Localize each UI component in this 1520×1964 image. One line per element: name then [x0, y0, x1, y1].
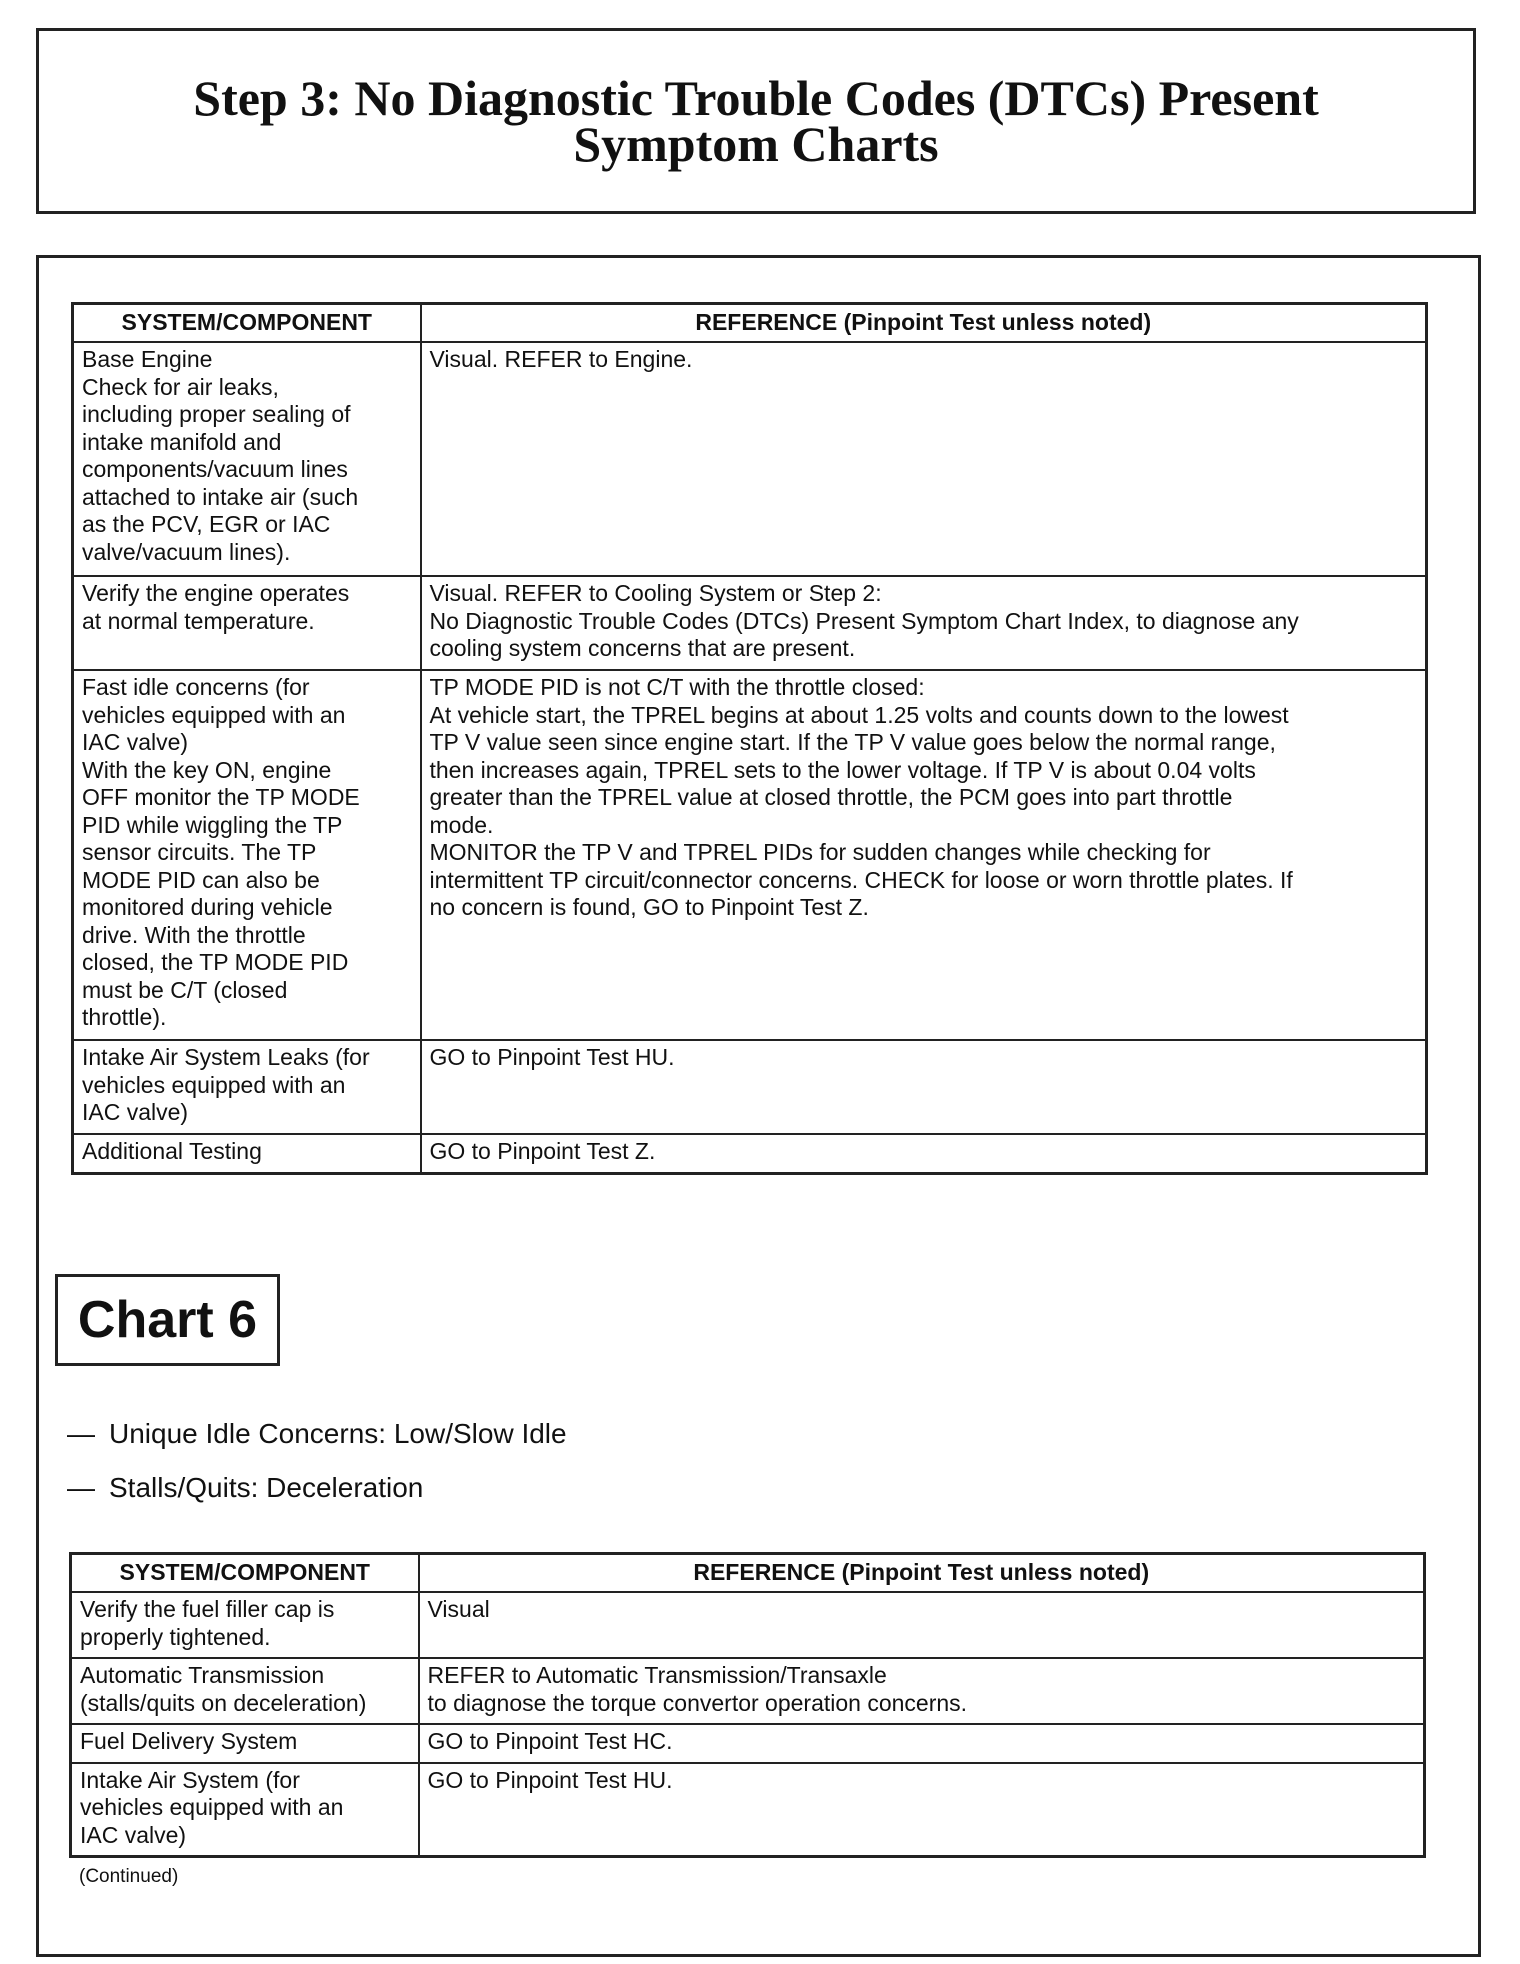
cell-line: monitored during vehicle: [82, 894, 333, 920]
cell-line: cooling system concerns that are present.: [429, 635, 856, 661]
column-header-system-component: SYSTEM/COMPONENT: [73, 304, 421, 343]
table-row: [73, 1040, 1427, 1134]
cell-line: must be C/T (closed: [82, 976, 288, 1003]
cell-line: to diagnose the torque convertor operation concerns.: [427, 1689, 968, 1716]
table-row: [73, 670, 1427, 1040]
column-header-system-component: SYSTEM/COMPONENT: [71, 1554, 419, 1593]
cell-line: intermittent TP circuit/connector concerns. CHECK for loose or worn throttle plates. If: [429, 866, 1293, 893]
table-header-row: [71, 1554, 1425, 1593]
cell-line: OFF monitor the TP MODE: [82, 784, 360, 810]
cell-line: GO to Pinpoint Test HU.: [427, 1766, 673, 1793]
dash-glyph: —: [67, 1472, 95, 1503]
component-cell: [73, 1040, 421, 1134]
content-box: [36, 255, 1481, 1957]
reference-cell: [421, 670, 1427, 1040]
cell-line: MONITOR the TP V and TPREL PIDs for sudden changes while checking for: [429, 839, 1211, 865]
reference-cell: [419, 1592, 1425, 1658]
component-cell: [73, 1134, 421, 1173]
table-header-row: [73, 304, 1427, 343]
table-row: [71, 1658, 1425, 1724]
table-row: [71, 1724, 1425, 1763]
column-header-reference: REFERENCE (Pinpoint Test unless noted): [419, 1554, 1425, 1593]
cell-line: intake manifold and: [82, 428, 282, 455]
cell-line: vehicles equipped with an: [82, 701, 346, 728]
dash-glyph: —: [67, 1418, 95, 1449]
cell-line: PID while wiggling the TP: [82, 811, 343, 838]
cell-line: TP MODE PID is not C/T with the throttle closed:: [429, 674, 925, 700]
chart-6-label: Chart 6: [55, 1274, 280, 1366]
cell-line: Visual. REFER to Cooling System or Step 2:: [429, 580, 882, 606]
component-cell: [71, 1724, 419, 1763]
cell-line: No Diagnostic Trouble Codes (DTCs) Present Symptom Chart Index, to diagnose any: [429, 607, 1299, 634]
cell-line: Additional Testing: [82, 1138, 262, 1164]
page-title-line-2: Symptom Charts: [573, 116, 939, 172]
cell-line: Visual: [427, 1596, 490, 1622]
table-row: [73, 342, 1427, 576]
reference-cell: [421, 342, 1427, 576]
cell-line: throttle).: [82, 1004, 167, 1030]
cell-line: Verify the engine operates: [82, 580, 350, 606]
cell-line: IAC valve): [82, 1099, 189, 1125]
column-header-reference: REFERENCE (Pinpoint Test unless noted): [421, 304, 1427, 343]
cell-line: at normal temperature.: [82, 607, 315, 634]
cell-line: properly tightened.: [80, 1623, 271, 1650]
cell-line: drive. With the throttle: [82, 921, 306, 948]
cell-line: Intake Air System Leaks (for: [82, 1044, 370, 1070]
table-row: [71, 1763, 1425, 1857]
component-cell: [71, 1763, 419, 1857]
cell-line: components/vacuum lines: [82, 456, 348, 482]
title-box: [36, 28, 1476, 214]
cell-line: mode.: [429, 811, 494, 838]
cell-line: With the key ON, engine: [82, 756, 332, 783]
cell-line: Verify the fuel filler cap is: [80, 1596, 335, 1622]
component-cell: [71, 1592, 419, 1658]
cell-line: vehicles equipped with an: [82, 1071, 346, 1098]
cell-line: vehicles equipped with an: [80, 1794, 344, 1820]
cell-line: closed, the TP MODE PID: [82, 949, 349, 975]
cell-line: as the PCV, EGR or IAC: [82, 511, 331, 537]
cell-line: greater than the TPREL value at closed throttle, the PCM goes into part throttle: [429, 784, 1233, 810]
cell-line: GO to Pinpoint Test HC.: [427, 1728, 673, 1754]
bullet-text: Stalls/Quits: Deceleration: [109, 1472, 424, 1503]
table-row: [73, 576, 1427, 670]
cell-line: Base Engine: [82, 346, 213, 372]
cell-line: IAC valve): [82, 729, 189, 755]
reference-cell: [421, 576, 1427, 670]
cell-line: GO to Pinpoint Test Z.: [429, 1138, 656, 1164]
component-cell: [73, 342, 421, 576]
cell-line: IAC valve): [80, 1821, 187, 1848]
reference-cell: [419, 1763, 1425, 1857]
cell-line: including proper sealing of: [82, 401, 351, 427]
cell-line: then increases again, TPREL sets to the lower voltage. If TP V is about 0.04 volts: [429, 756, 1256, 783]
cell-line: Intake Air System (for: [80, 1766, 300, 1793]
cell-line: TP V value seen since engine start. If the TP V value goes below the normal range,: [429, 729, 1276, 755]
cell-line: At vehicle start, the TPREL begins at about 1.25 volts and counts down to the lowest: [429, 701, 1289, 728]
cell-line: Fuel Delivery System: [80, 1728, 298, 1754]
symptom-table-1: [71, 302, 1428, 1175]
cell-line: GO to Pinpoint Test HU.: [429, 1044, 675, 1070]
table-row: [73, 1134, 1427, 1173]
cell-line: (stalls/quits on deceleration): [80, 1689, 367, 1716]
cell-line: Fast idle concerns (for: [82, 674, 310, 700]
symptom-table-2: [69, 1552, 1426, 1858]
component-cell: [73, 576, 421, 670]
cell-line: REFER to Automatic Transmission/Transaxle: [427, 1662, 887, 1688]
component-cell: [73, 670, 421, 1040]
cell-line: Check for air leaks,: [82, 373, 279, 400]
cell-line: valve/vacuum lines).: [82, 538, 291, 565]
page-title-line-1: Step 3: No Diagnostic Trouble Codes (DTCs) Present: [193, 70, 1319, 126]
component-cell: [71, 1658, 419, 1724]
cell-line: sensor circuits. The TP: [82, 839, 317, 865]
reference-cell: [419, 1658, 1425, 1724]
cell-line: attached to intake air (such: [82, 483, 359, 510]
reference-cell: [421, 1040, 1427, 1134]
continued-note: (Continued): [79, 1866, 179, 1887]
table-row: [71, 1592, 1425, 1658]
cell-line: Visual. REFER to Engine.: [429, 346, 693, 372]
cell-line: no concern is found, GO to Pinpoint Test Z.: [429, 894, 869, 920]
bullet-item: [67, 1472, 423, 1504]
cell-line: MODE PID can also be: [82, 866, 320, 893]
bullet-item: [67, 1418, 567, 1450]
reference-cell: [419, 1724, 1425, 1763]
reference-cell: [421, 1134, 1427, 1173]
cell-line: Automatic Transmission: [80, 1662, 325, 1688]
bullet-text: Unique Idle Concerns: Low/Slow Idle: [109, 1418, 567, 1449]
